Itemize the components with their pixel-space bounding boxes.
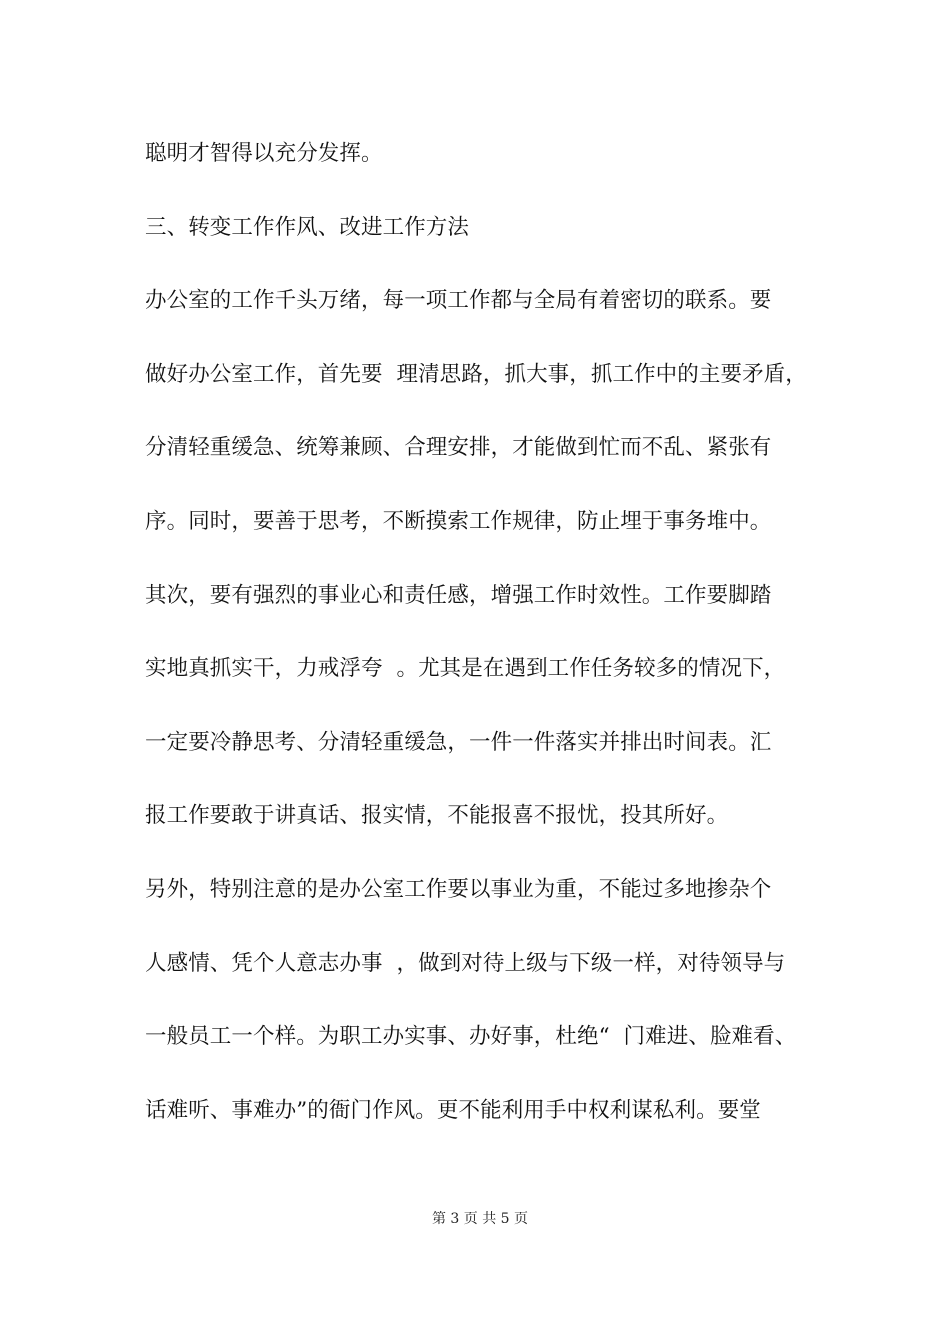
page-number-footer: 第 3 页 共 5 页	[431, 1211, 529, 1227]
text-line: 报工作要敢于讲真话、报实情，不能报喜不报忧，投其所好。	[145, 803, 729, 829]
text-line: 聪明才智得以充分发挥。	[145, 141, 383, 166]
text-line: 实地真抓实干，力戒浮夸 。尤其是在遇到工作任务较多的情况下，	[145, 656, 786, 682]
text-line: 一般员工一个样。为职工办实事、办好事，杜绝“ 门难进、脸难看、	[145, 1024, 797, 1050]
text-line: 话难听、事难办”的衙门作风。更不能利用手中权利谋私利。要堂	[145, 1097, 761, 1123]
section-heading: 三、转变工作作风、改进工作方法	[145, 214, 470, 240]
text-line: 一定要冷静思考、分清轻重缓急，一件一件落实并排出时间表。汇	[145, 729, 772, 755]
text-line: 做好办公室工作，首先要 理清思路，抓大事，抓工作中的主要矛盾，	[145, 361, 807, 387]
text-line: 人感情、凭个人意志办事 ，做到对待上级与下级一样，对待领导与	[145, 950, 786, 976]
document-body	[145, 138, 835, 1168]
text-line: 分清轻重缓急、统筹兼顾、合理安排，才能做到忙而不乱、紧张有	[145, 435, 772, 461]
text-line: 办公室的工作千头万绪，每一项工作都与全局有着密切的联系。要	[145, 288, 772, 314]
text-line: 另外，特别注意的是办公室工作要以事业为重，不能过多地掺杂个	[145, 876, 772, 902]
text-line: 其次，要有强烈的事业心和责任感，增强工作时效性。工作要脚踏	[145, 582, 772, 608]
text-line: 序。同时，要善于思考，不断摸索工作规律，防止埋于事务堆中。	[145, 508, 772, 534]
